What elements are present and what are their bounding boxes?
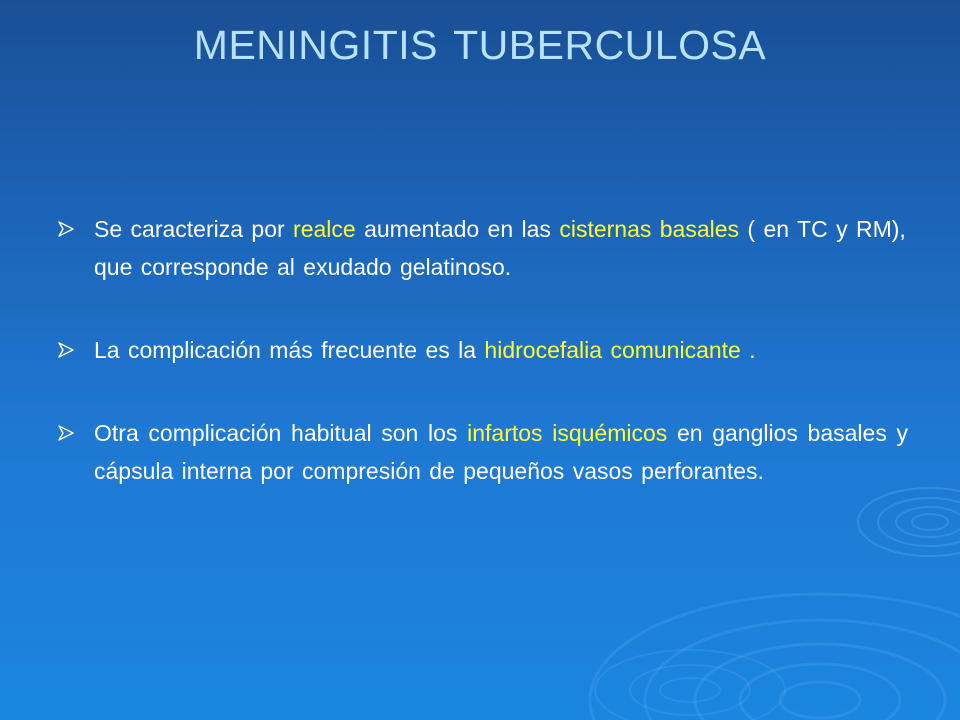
bullet-text: Otra complicación habitual son los [94, 420, 468, 446]
slide-title: MENINGITIS TUBERCULOSA [193, 22, 767, 68]
bullet-item [56, 414, 908, 490]
bullet-text: La complicación más frecuente es la [94, 337, 485, 363]
bullet-list [56, 210, 908, 490]
bullet-text: ( en TC y RM), que corresponde al exudado gelatinoso. [94, 216, 906, 280]
bullet-text: en ganglios basales y cápsula interna por compresión de pequeños vasos perforantes. [94, 420, 908, 484]
highlight-text: infartos isquémicos [467, 420, 668, 446]
bullet-text: . [740, 337, 756, 363]
highlight-text: cisternas basales [559, 216, 740, 242]
arrowhead-icon [58, 425, 74, 441]
bullet-item [56, 210, 908, 286]
bullet-text: Se caracteriza por [94, 216, 294, 242]
arrowhead-icon [58, 342, 74, 358]
bullet-item [56, 331, 908, 369]
bullet-text: aumentado en las [355, 216, 560, 242]
highlight-text: hidrocefalia comunicante [484, 337, 741, 363]
arrowhead-icon [58, 221, 74, 237]
highlight-text: realce [293, 216, 356, 242]
